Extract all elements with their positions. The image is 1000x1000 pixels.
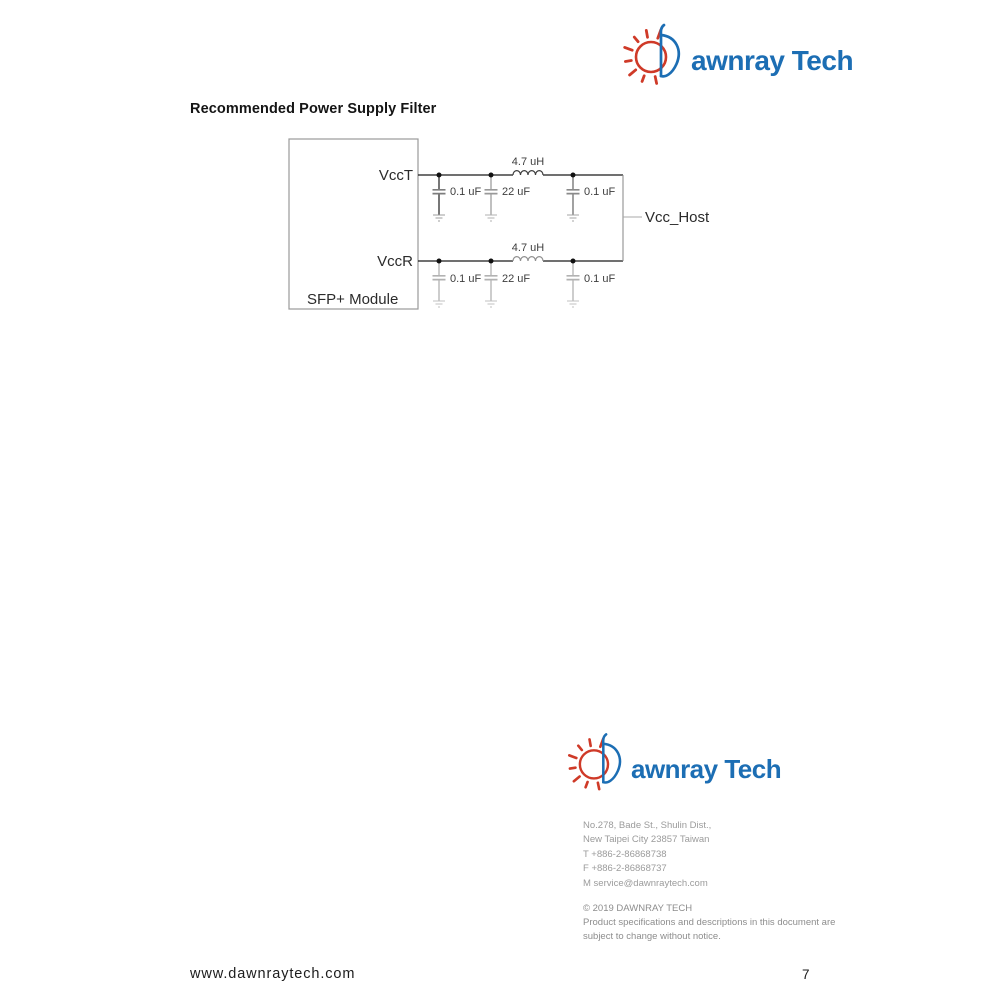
sfp-module-box xyxy=(289,139,418,309)
address-line: No.278, Bade St., Shulin Dist., xyxy=(583,820,712,831)
copyright-notice xyxy=(583,902,835,945)
inductor-value-vccr: 4.7 uH xyxy=(511,242,545,254)
brand-logo-header xyxy=(618,15,853,95)
inductor-symbol-vcct xyxy=(513,171,543,175)
copyright-line: © 2019 DAWNRAY TECH xyxy=(583,903,693,914)
power-filter-schematic xyxy=(280,130,750,320)
capacitor-symbol xyxy=(485,261,498,307)
ground-symbol xyxy=(433,301,445,307)
website-url: www.dawnraytech.com xyxy=(190,966,356,982)
sun-rays xyxy=(569,739,603,789)
ground-symbol xyxy=(485,301,497,307)
copyright-line: Product specifications and descriptions in this document are xyxy=(583,917,836,929)
pin-label-vccr: VccR xyxy=(377,253,413,270)
cap-value: 0.1 uF xyxy=(584,186,616,198)
brand-logo-text: awnray Tech xyxy=(691,45,854,76)
ground-symbol xyxy=(485,215,497,221)
cap-value: 22 uF xyxy=(502,273,531,285)
section-title: Recommended Power Supply Filter xyxy=(190,101,437,117)
cap-value: 0.1 uF xyxy=(450,186,482,198)
capacitor-symbol xyxy=(567,261,580,307)
output-label-vcc-host: Vcc_Host xyxy=(645,209,710,226)
brand-logo-text: awnray Tech xyxy=(631,754,782,784)
email-line: M service@dawnraytech.com xyxy=(583,877,708,889)
ground-symbol xyxy=(567,301,579,307)
capacitor-symbol xyxy=(433,261,446,307)
ground-symbol xyxy=(567,215,579,221)
sun-logo-icon xyxy=(563,725,638,800)
brand-logo-footer xyxy=(563,725,781,800)
cap-value: 22 uF xyxy=(502,186,531,198)
address-line: New Taipei City 23857 Taiwan xyxy=(583,834,710,846)
sun-rays xyxy=(625,30,661,84)
copyright-line: subject to change without notice. xyxy=(583,931,721,943)
sun-logo-icon xyxy=(618,15,698,95)
pin-label-vcct: VccT xyxy=(378,167,413,184)
cap-value: 0.1 uF xyxy=(450,273,482,285)
inductor-symbol-vccr xyxy=(513,257,543,261)
module-label: SFP+ Module xyxy=(307,291,399,308)
page-number: 7 xyxy=(802,967,810,982)
fax-line: F +886-2-86868737 xyxy=(583,863,667,875)
phone-line: T +886-2-86868738 xyxy=(583,848,667,860)
inductor-value-vcct: 4.7 uH xyxy=(511,156,545,168)
capacitor-symbol xyxy=(567,175,580,221)
company-address xyxy=(583,819,711,891)
capacitor-symbol xyxy=(433,175,446,221)
capacitor-symbol xyxy=(485,175,498,221)
cap-value: 0.1 uF xyxy=(584,273,616,285)
ground-symbol xyxy=(433,215,445,221)
